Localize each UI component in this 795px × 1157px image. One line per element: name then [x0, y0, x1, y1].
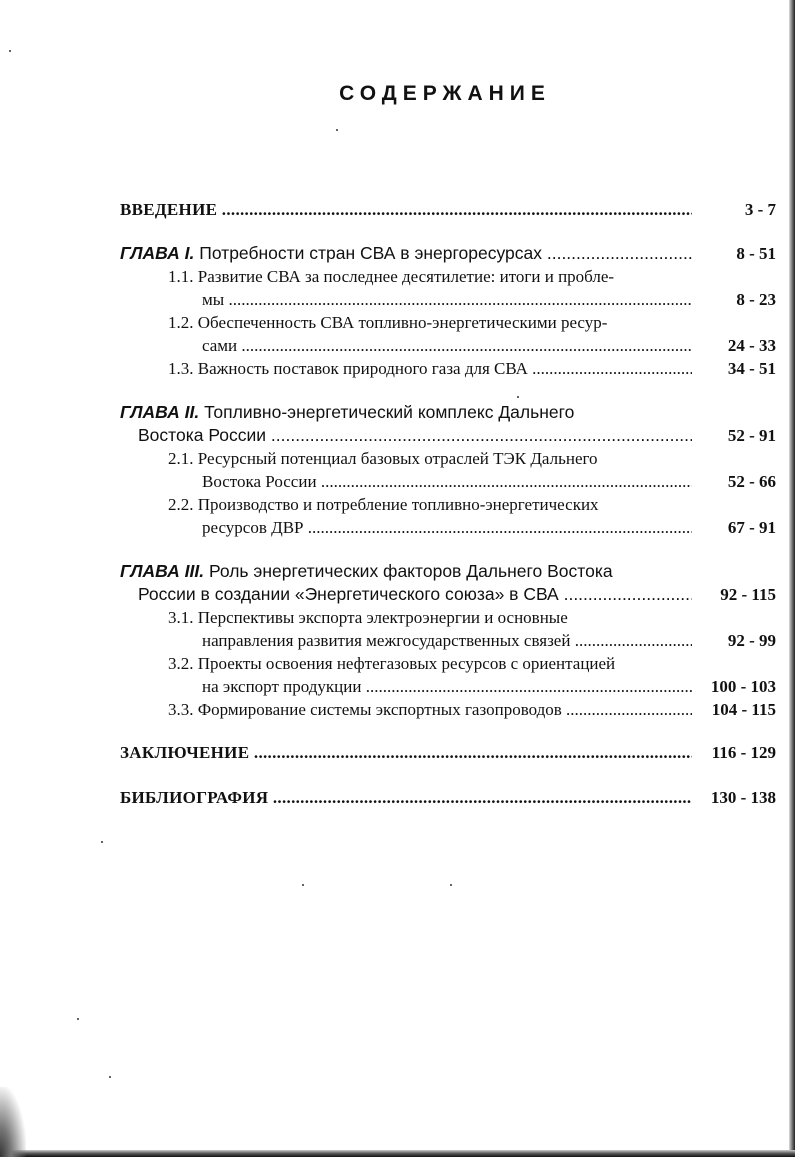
section-title-continued: мы .....: [120, 288, 692, 311]
toc-page-range: 104 - 115: [711, 700, 776, 719]
section-number: 1.3.: [168, 359, 194, 378]
section-number: 3.1.: [168, 608, 194, 627]
section-number: 1.2.: [168, 313, 194, 332]
chapter-title: Потребности стран СВА в энергоресурсах: [199, 243, 542, 263]
section-number: 1.1.: [168, 267, 194, 286]
page-edge-shadow: [0, 1150, 795, 1157]
toc-section-1-1[interactable]: [120, 265, 776, 311]
section-number: 3.2.: [168, 654, 194, 673]
section-number: 2.1.: [168, 449, 194, 468]
chapter-title-continued: России в создании «Энергетического союза» в СВА .....: [120, 583, 692, 606]
toc-section-3-2[interactable]: [120, 652, 776, 698]
section-title: Производство и потребление топливно-энергетических: [197, 495, 599, 514]
toc-entry-label: ВВЕДЕНИЕ .....: [120, 198, 692, 221]
chapter-label: ГЛАВА II.: [120, 402, 200, 422]
section-number: 2.2.: [168, 495, 194, 514]
toc-entry-conclusion[interactable]: [120, 741, 776, 764]
section-title-continued: ресурсов ДВР .....: [120, 516, 692, 539]
toc-chapter-1[interactable]: [120, 242, 776, 265]
section-title-continued: сами .....: [120, 334, 692, 357]
section-title: Проекты освоения нефтегазовых ресурсов с ориентацией: [197, 654, 616, 673]
toc-page-range: 8 - 23: [736, 290, 776, 309]
section-title: Развитие СВА за последнее десятилетие: итоги и пробле-: [197, 267, 615, 286]
toc-section-3-3[interactable]: [120, 698, 776, 721]
toc-section-1-3[interactable]: [120, 357, 776, 380]
toc-page-range: 3 - 7: [744, 200, 776, 219]
scan-speck: [77, 1018, 79, 1020]
toc-page-range: 92 - 115: [720, 585, 776, 604]
toc-page-range: 52 - 66: [727, 472, 776, 491]
chapter-title-continued: Востока России .....: [120, 424, 692, 447]
section-number: 3.3.: [168, 700, 194, 719]
toc-section-3-1[interactable]: [120, 606, 776, 652]
toc-page-range: 67 - 91: [727, 518, 776, 537]
toc-page-range: 52 - 91: [727, 426, 776, 445]
scan-speck: [336, 129, 338, 131]
toc-section-1-2[interactable]: [120, 311, 776, 357]
toc-page-range: 92 - 99: [727, 631, 776, 650]
scan-speck: [9, 50, 11, 52]
chapter-title: Роль энергетических факторов Дальнего Востока: [208, 561, 613, 581]
toc-section-2-2[interactable]: [120, 493, 776, 539]
section-title-continued: направления развития межгосударственных связей .....: [120, 629, 692, 652]
section-title: Обеспеченность СВА топливно-энергетическими ресур-: [197, 313, 608, 332]
page-corner-shadow: [0, 1087, 26, 1157]
scan-speck: [109, 1076, 111, 1078]
scan-speck: [101, 841, 103, 843]
toc-chapter-3[interactable]: [120, 560, 776, 606]
toc-entry-introduction[interactable]: [120, 198, 776, 221]
scan-speck: [302, 884, 304, 886]
chapter-title: Топливно-энергетический комплекс Дальнего: [204, 402, 575, 422]
toc-page-range: 100 - 103: [710, 677, 776, 696]
section-title-continued: на экспорт продукции .....: [120, 675, 692, 698]
toc-page-range: 34 - 51: [727, 359, 776, 378]
toc-page-range: 130 - 138: [710, 788, 776, 807]
toc-entry-bibliography[interactable]: [120, 786, 776, 809]
section-title: Ресурсный потенциал базовых отраслей ТЭК Дальнего: [197, 449, 598, 468]
toc-page-range: 8 - 51: [736, 244, 776, 263]
section-title-continued: Востока России .....: [120, 470, 692, 493]
toc-entry-label: БИБЛИОГРАФИЯ .....: [120, 786, 692, 809]
toc-page-range: 24 - 33: [727, 336, 776, 355]
toc-section-2-1[interactable]: [120, 447, 776, 493]
table-of-contents: [120, 198, 776, 809]
toc-entry-label: ЗАКЛЮЧЕНИЕ .....: [120, 741, 692, 764]
chapter-label: ГЛАВА I.: [120, 243, 195, 263]
toc-page-range: 116 - 129: [711, 743, 776, 762]
page-edge-shadow: [789, 0, 795, 1157]
toc-chapter-2[interactable]: [120, 401, 776, 447]
scan-speck: [450, 884, 452, 886]
section-title: Важность поставок природного газа для СВА: [197, 359, 528, 378]
chapter-label: ГЛАВА III.: [120, 561, 205, 581]
section-title: Формирование системы экспортных газопроводов: [197, 700, 562, 719]
section-title: Перспективы экспорта электроэнергии и основные: [197, 608, 568, 627]
page-title: СОДЕРЖАНИЕ: [339, 82, 551, 105]
